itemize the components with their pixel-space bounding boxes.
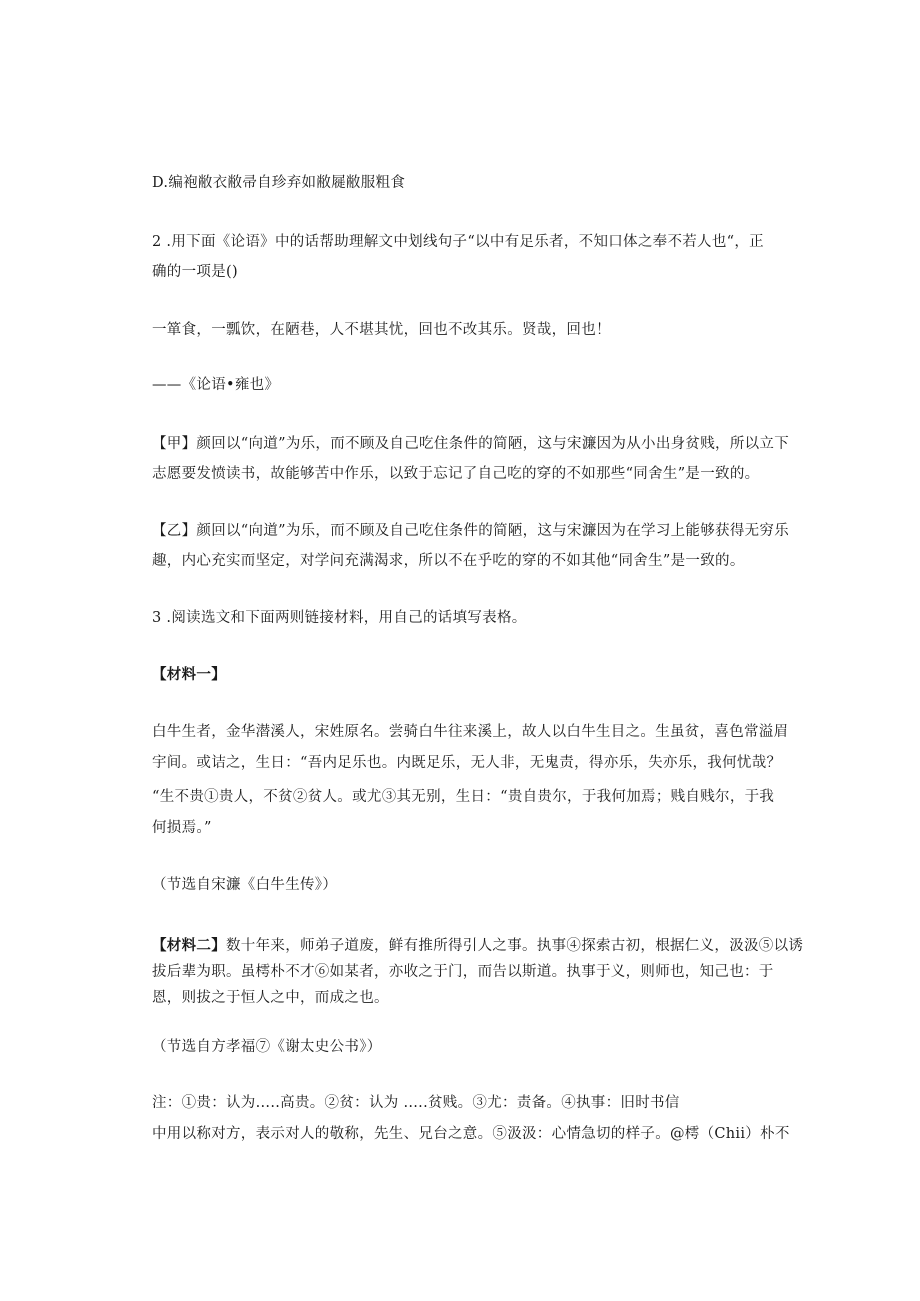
- material-two-line-3: 恩，则拔之于恒人之中，而成之也。: [152, 990, 389, 1006]
- option-jia-line-1: 【甲】颜回以“向道”为乐，而不顾及自己吃住条件的简陋，这与宋濂因为从小出身贫贱，所以立下: [152, 436, 790, 452]
- option-d: D.编袍敝衣敝帚自珍弃如敝屣敝服粗食: [152, 175, 406, 191]
- material-two-source: （节选自方孝福⑦《谢太史公书》）: [152, 1039, 382, 1055]
- question-2-line-2: 确的一项是(): [152, 264, 238, 280]
- material-one-line-1: 白牛生者，金华潜溪人，宋姓原名。尝骑白牛往来溪上，故人以白牛生目之。生虽贫，喜色常溢眉: [152, 724, 789, 740]
- material-one-line-2: 宇间。或诘之，生日：“吾内足乐也。内既足乐，无人非，无鬼责，得亦乐，失亦乐，我何忧哉？: [152, 755, 782, 771]
- material-two-heading: 【材料二】: [152, 937, 226, 954]
- question-2-line-1: 2 .用下面《论语》中的话帮助理解文中划线句子“以中有足乐者，不知口体之奉不若人也“，正: [152, 234, 764, 250]
- material-two-text-1: 数十年来，师弟子道废，鲜有推所得引人之事。执事④探索古初，根据仁义，汲汲⑤以诱: [226, 938, 804, 954]
- question-3: 3 .阅读选文和下面两则链接材料，用自己的话填写表格。: [152, 610, 527, 626]
- material-one-source: （节选自宋濂《白牛生传》）: [152, 877, 338, 893]
- lunyu-quote: 一箪食，一瓢饮，在陋巷，人不堪其忧，回也不改其乐。贤哉，回也！: [152, 322, 611, 338]
- notes-line-1: 注：①贵：认为.....高贵。②贫：认为 .....贫贱。③尤：责备。④执事：旧时书信: [152, 1095, 680, 1111]
- option-jia-line-2: 志愿要发愤读书，故能够苦中作乐，以致于忘记了自己吃的穿的不如那些“同舍生”是一致的。: [152, 466, 760, 482]
- material-one-line-4: 何损焉。”: [152, 820, 212, 836]
- notes-line-2: 中用以称对方，表示对人的敬称，先生、兄台之意。⑤汲汲：心情急切的样子。@樗（Chii）朴不: [152, 1126, 790, 1142]
- lunyu-source: ——《论语•雍也》: [152, 377, 280, 393]
- option-yi-line-2: 趣，内心充实而坚定，对学问充满渴求，所以不在乎吃的穿的不如其他“同舍生”是一致的。: [152, 553, 745, 569]
- material-one-heading: 【材料一】: [152, 666, 226, 683]
- material-two-line-2: 拔后辈为职。虽樗朴不才⑥如某者，亦收之于门，而告以斯道。执事于义，则师也，知己也：于: [152, 964, 774, 980]
- option-yi-line-1: 【乙】颜回以“向道”为乐，而不顾及自己吃住条件的简陋，这与宋濂因为在学习上能够获得无穷乐: [152, 523, 790, 539]
- material-one-line-3: “生不贵①贵人，不贫②贫人。或尤③其无别，生日：“贵自贵尔，于我何加焉；贱自贱尔，于我: [152, 789, 775, 805]
- material-two-line-1: [152, 936, 803, 956]
